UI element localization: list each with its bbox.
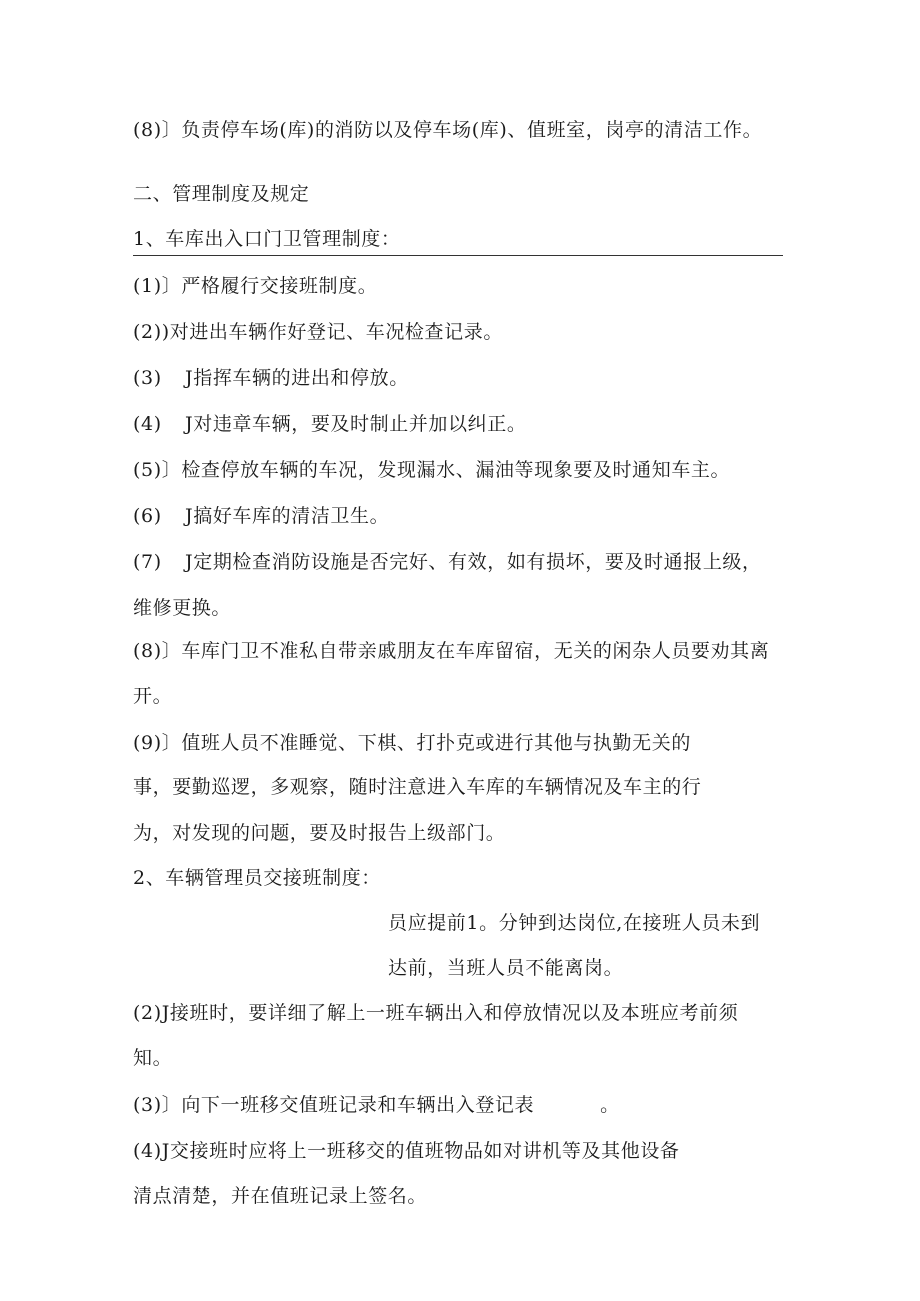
- shift-item-2: (2)J接班时，要详细了解上一班车辆出入和停放情况以及本班应考前须: [133, 1002, 739, 1024]
- item-number: (6): [133, 505, 162, 527]
- rule-item-9: (9)〕值班人员不准睡觉、下棋、打扑克或进行其他与执勤无关的: [133, 732, 691, 754]
- item-number: (3): [133, 367, 162, 389]
- rule-item-3: [133, 365, 409, 391]
- item-number: (4): [133, 413, 162, 435]
- shift-item-1: 员应提前1。分钟到达岗位,在接班人员未到: [388, 912, 761, 934]
- subsection-heading-gate-rules: 1、车库出入口门卫管理制度：: [133, 228, 401, 250]
- rule-item-7-cont: 维修更换。: [133, 597, 232, 619]
- underline-rule: [133, 255, 783, 256]
- rule-item-6: [133, 503, 389, 529]
- item-text: J对违章车辆，要及时制止并加以纠正。: [185, 413, 527, 435]
- rule-item-2: (2))对进出车辆作好登记、车况检查记录。: [133, 321, 503, 343]
- rule-item-1: (1)〕严格履行交接班制度。: [133, 275, 378, 297]
- item-text: (3)〕向下一班移交值班记录和车辆出入登记表: [133, 1094, 535, 1116]
- shift-item-1-cont: 达前，当班人员不能离岗。: [388, 957, 624, 979]
- section-heading-management-rules: 二、管理制度及规定: [133, 183, 310, 205]
- rule-item-7: [133, 549, 762, 575]
- duty-item-8: (8)〕负责停车场(库)的消防以及停车场(库)、值班室，岗亭的清洁工作。: [133, 119, 763, 141]
- rule-item-9-cont-1: 事，要勤巡逻，多观察，随时注意进入车库的车辆情况及车主的行: [133, 776, 702, 798]
- shift-item-4: (4)J交接班时应将上一班移交的值班物品如对讲机等及其他设备: [133, 1140, 680, 1162]
- rule-item-8: (8)〕车库门卫不准私自带亲戚朋友在车库留宿，无关的闲杂人员要劝其离: [133, 640, 770, 662]
- subsection-heading-shift-rules: 2、车辆管理员交接班制度：: [133, 867, 381, 889]
- item-text: J搞好车库的清洁卫生。: [185, 505, 390, 527]
- rule-item-4: [133, 411, 526, 437]
- shift-item-4-cont: 清点清楚，并在值班记录上签名。: [133, 1185, 428, 1207]
- rule-item-9-cont-2: 为，对发现的问题，要及时报告上级部门。: [133, 822, 506, 844]
- rule-item-5: (5)〕检查停放车辆的车况，发现漏水、漏油等现象要及时通知车主。: [133, 459, 731, 481]
- item-text: J指挥车辆的进出和停放。: [185, 367, 409, 389]
- item-number: (7): [133, 551, 162, 573]
- shift-item-2-cont: 知。: [133, 1047, 173, 1069]
- item-period: 。: [600, 1094, 620, 1116]
- shift-item-3: [133, 1092, 620, 1118]
- rule-item-8-cont: 开。: [133, 685, 173, 707]
- item-text: J定期检查消防设施是否完好、有效，如有损坏，要及时通报上级，: [185, 551, 762, 573]
